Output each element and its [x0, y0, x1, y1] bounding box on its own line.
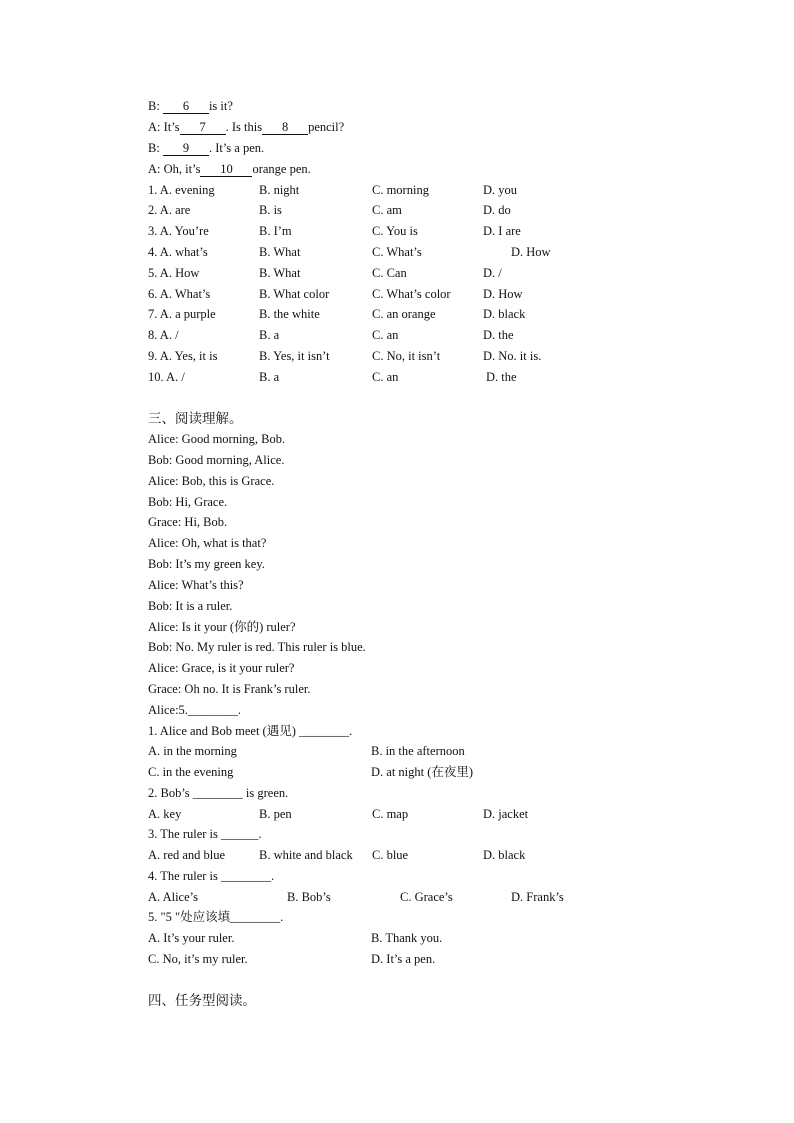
blank-9: 9 — [163, 141, 209, 156]
option-a: 10. A. / — [148, 370, 185, 384]
option-a: 4. A. what’s — [148, 245, 208, 259]
dialogue-line: Grace: Oh no. It is Frank’s ruler. — [148, 682, 311, 696]
option-d: D. / — [483, 266, 502, 280]
option-b: B. a — [259, 370, 280, 384]
option-a: 6. A. What’s — [148, 287, 211, 301]
question-text: 2. Bob’s ________ is green. — [148, 786, 289, 800]
option-c: C. map — [372, 807, 409, 821]
option-d: D. How — [511, 245, 551, 259]
dialogue-line: Bob: It’s my green key. — [148, 557, 265, 571]
option-b: B. night — [259, 183, 300, 197]
blank-10: 10 — [200, 162, 252, 177]
section-heading: 三、阅读理解。 — [148, 411, 243, 427]
option-c: C. an orange — [372, 307, 436, 321]
option-a: A. Alice’s — [148, 890, 198, 904]
option-c: C. in the evening — [148, 765, 234, 779]
option-a: A. key — [148, 807, 182, 821]
dialogue-line: Alice: Oh, what is that? — [148, 536, 267, 550]
question-text: 5. "5 "处应该填________. — [148, 910, 284, 924]
option-c: C. No, it isn’t — [372, 349, 441, 363]
option-a: 3. A. You’re — [148, 224, 209, 238]
option-a: A. It’s your ruler. — [148, 931, 235, 945]
option-d: D. the — [483, 328, 514, 342]
option-c: C. Grace’s — [400, 890, 453, 904]
dialogue-line: Bob: It is a ruler. — [148, 599, 233, 613]
dialogue-line: Alice: Good morning, Bob. — [148, 432, 286, 446]
dialogue-line: Alice: Bob, this is Grace. — [148, 474, 275, 488]
blank-8: 8 — [262, 120, 308, 135]
option-b: B. is — [259, 203, 282, 217]
option-c: C. an — [372, 328, 399, 342]
option-a: 8. A. / — [148, 328, 179, 342]
speaker-text: A: Oh, it’s — [148, 162, 201, 176]
speaker-text: B: — [148, 99, 163, 113]
dialogue-line — [148, 161, 311, 177]
option-d: D. Frank’s — [511, 890, 564, 904]
option-c: C. What’s color — [372, 287, 451, 301]
dialogue-line: Alice: Is it your (你的) ruler? — [148, 620, 296, 634]
option-d: D. It’s a pen. — [371, 952, 436, 966]
dialogue-line — [148, 98, 233, 114]
dialogue-line: Alice:5.________. — [148, 703, 242, 717]
option-b: B. I’m — [259, 224, 292, 238]
blank-6: 6 — [163, 99, 209, 114]
option-d: D. How — [483, 287, 523, 301]
option-d: D. black — [483, 307, 526, 321]
option-d: D. the — [486, 370, 517, 384]
option-c: C. morning — [372, 183, 429, 197]
option-b: B. in the afternoon — [371, 744, 465, 758]
option-d: D. I are — [483, 224, 521, 238]
section-heading: 四、任务型阅读。 — [148, 993, 256, 1009]
line-text: orange pen. — [252, 162, 311, 176]
option-c: C. Can — [372, 266, 407, 280]
option-b: B. pen — [259, 807, 292, 821]
option-a: A. red and blue — [148, 848, 226, 862]
dialogue-line — [148, 140, 264, 156]
dialogue-line — [148, 119, 344, 135]
dialogue-line: Bob: No. My ruler is red. This ruler is blue. — [148, 640, 366, 654]
option-d: D. jacket — [483, 807, 529, 821]
option-a: 9. A. Yes, it is — [148, 349, 218, 363]
option-c: C. an — [372, 370, 399, 384]
option-b: B. What — [259, 266, 301, 280]
dialogue-line: Alice: Grace, is it your ruler? — [148, 661, 295, 675]
option-a: 2. A. are — [148, 203, 191, 217]
option-c: C. No, it’s my ruler. — [148, 952, 248, 966]
option-d: D. you — [483, 183, 518, 197]
option-c: C. am — [372, 203, 402, 217]
option-d: D. No. it is. — [483, 349, 542, 363]
line-text: . Is this — [225, 120, 263, 134]
option-c: C. You is — [372, 224, 418, 238]
dialogue-line: Grace: Hi, Bob. — [148, 515, 228, 529]
question-text: 4. The ruler is ________. — [148, 869, 275, 883]
line-text: . It’s a pen. — [208, 141, 265, 155]
option-b: B. What — [259, 245, 301, 259]
option-c: C. What’s — [372, 245, 422, 259]
option-d: D. at night (在夜里) — [371, 765, 474, 779]
line-text: is it? — [208, 99, 233, 113]
question-text: 3. The ruler is ______. — [148, 827, 262, 841]
option-b: B. white and black — [259, 848, 353, 862]
option-b: B. a — [259, 328, 280, 342]
blank-7: 7 — [180, 120, 226, 135]
dialogue-line: Bob: Hi, Grace. — [148, 495, 228, 509]
speaker-text: A: It’s — [148, 120, 180, 134]
option-d: D. do — [483, 203, 511, 217]
option-b: B. Bob’s — [287, 890, 331, 904]
dialogue-line: Alice: What’s this? — [148, 578, 244, 592]
option-a: 7. A. a purple — [148, 307, 216, 321]
option-a: 5. A. How — [148, 266, 200, 280]
option-c: C. blue — [372, 848, 409, 862]
dialogue-line: Bob: Good morning, Alice. — [148, 453, 285, 467]
option-a: 1. A. evening — [148, 183, 215, 197]
option-a: A. in the morning — [148, 744, 237, 758]
option-b: B. What color — [259, 287, 330, 301]
option-b: B. Yes, it isn’t — [259, 349, 330, 363]
speaker-text: B: — [148, 141, 163, 155]
option-b: B. the white — [259, 307, 320, 321]
option-b: B. Thank you. — [371, 931, 443, 945]
line-text: pencil? — [308, 120, 345, 134]
option-d: D. black — [483, 848, 526, 862]
question-text: 1. Alice and Bob meet (遇见) ________. — [148, 724, 353, 738]
